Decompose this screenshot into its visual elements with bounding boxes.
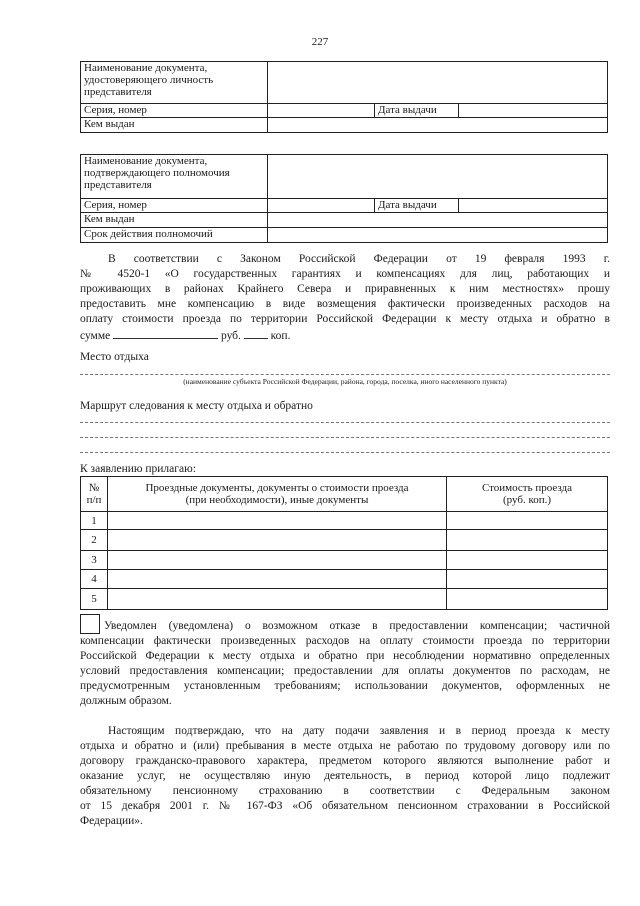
vacation-place-field[interactable] bbox=[80, 374, 610, 375]
notice-line-6: должным образом. bbox=[80, 695, 172, 707]
row-cost-cell[interactable] bbox=[447, 530, 608, 551]
route-line-2[interactable] bbox=[80, 437, 610, 438]
row-docs-cell[interactable] bbox=[108, 512, 447, 530]
authority-doc-name-field[interactable] bbox=[268, 155, 608, 199]
attachments-header-row bbox=[81, 477, 608, 512]
representative-issued-by-label: Кем выдан bbox=[81, 118, 268, 133]
table-row bbox=[81, 512, 608, 530]
col-cost-header: Стоимость проезда (руб. коп.) bbox=[447, 477, 608, 512]
row-docs-cell[interactable] bbox=[108, 570, 447, 589]
route-line-1[interactable] bbox=[80, 422, 610, 423]
confirmation-line-4: оказание услуг, не осуществляю иную деятельность, в период которой лицо подлежит bbox=[80, 770, 610, 782]
table-row bbox=[81, 551, 608, 570]
request-line-2: № 4520-1 «О государственных гарантиях и компенсациях для лиц, работающих и bbox=[80, 268, 610, 280]
authority-issued-by-field[interactable] bbox=[268, 213, 608, 228]
request-line-4: предоставить мне компенсацию в виде возмещения фактически произведенных расходов на bbox=[80, 298, 610, 310]
authority-validity-label: Срок действия полномочий bbox=[81, 228, 268, 243]
confirmation-line-3: договору гражданско-правового характера, предметом которого являются выполнение работ и bbox=[80, 755, 610, 767]
representative-document-table bbox=[80, 61, 608, 133]
confirmation-line-6: от 15 декабря 2001 г. № 167-ФЗ «Об обязательном пенсионном страховании в Российской bbox=[80, 800, 610, 812]
confirmation-line-2: отдыха и обратно и (или) пребывания в месте отдыха не работаю по трудовому договору или по bbox=[80, 740, 610, 752]
table-row bbox=[81, 589, 608, 610]
authority-doc-name-label: Наименование документа, подтверждающего полномочия представителя bbox=[81, 155, 268, 199]
page-number: 227 bbox=[311, 36, 329, 48]
row-cost-cell[interactable] bbox=[447, 551, 608, 570]
table-row bbox=[81, 530, 608, 551]
amount-kop-field[interactable] bbox=[244, 327, 268, 339]
attachments-table bbox=[80, 476, 608, 610]
route-line-3[interactable] bbox=[80, 452, 610, 453]
notice-line-5: предусмотренным установленным требованиям; использовании документов, оформленных не bbox=[80, 680, 610, 692]
attachments-label: К заявлению прилагаю: bbox=[80, 463, 196, 475]
row-docs-cell[interactable] bbox=[108, 551, 447, 570]
representative-doc-name-label: Наименование документа, удостоверяющего личность представителя bbox=[81, 62, 268, 104]
authority-date-field[interactable] bbox=[459, 199, 608, 213]
confirmation-line-5: обязательному пенсионному страхованию в соответствии с Федеральным законом bbox=[80, 785, 610, 797]
representative-series-field[interactable] bbox=[268, 104, 375, 118]
table-row bbox=[81, 570, 608, 589]
representative-issued-by-field[interactable] bbox=[268, 118, 608, 133]
row-number: 5 bbox=[81, 589, 108, 610]
row-cost-cell[interactable] bbox=[447, 570, 608, 589]
request-line-3: проживающих в районах Крайнего Севера и приравненных к ним местностях» прошу bbox=[80, 283, 610, 295]
row-number: 3 bbox=[81, 551, 108, 570]
row-docs-cell[interactable] bbox=[108, 589, 447, 610]
confirmation-line-7: Федерации». bbox=[80, 815, 143, 827]
row-cost-cell[interactable] bbox=[447, 589, 608, 610]
authority-date-label: Дата выдачи bbox=[375, 199, 459, 213]
representative-date-field[interactable] bbox=[459, 104, 608, 118]
notice-checkbox[interactable] bbox=[80, 614, 100, 634]
vacation-place-label: Место отдыха bbox=[80, 351, 149, 363]
authority-series-field[interactable] bbox=[268, 199, 375, 213]
vacation-place-caption: (наименование субъекта Российской Федерации, района, города, поселка, иного населенного пункта) bbox=[183, 377, 507, 386]
confirmation-line-1: Настоящим подтверждаю, что на дату подачи заявления и в период проезда к месту bbox=[108, 725, 610, 737]
notice-line-1: Уведомлен (уведомлена) о возможном отказе в предоставлении компенсации; частичной bbox=[104, 620, 610, 632]
row-cost-cell[interactable] bbox=[447, 512, 608, 530]
authority-issued-by-label: Кем выдан bbox=[81, 213, 268, 228]
notice-line-3: Российской Федерации к месту отдыха и обратно при несоблюдении нормативно определенных bbox=[80, 650, 610, 662]
representative-doc-name-field[interactable] bbox=[268, 62, 608, 104]
amount-rub-field[interactable] bbox=[113, 327, 218, 339]
col-docs-header: Проездные документы, документы о стоимости проезда (при необходимости), иные документы bbox=[108, 477, 447, 512]
request-line-6: сумме руб. коп. bbox=[80, 327, 290, 343]
row-number: 4 bbox=[81, 570, 108, 589]
row-number: 1 bbox=[81, 512, 108, 530]
row-number: 2 bbox=[81, 530, 108, 551]
notice-line-4: условий предоставления компенсации; предоставлении для оплаты документов по расходам, не bbox=[80, 665, 610, 677]
row-docs-cell[interactable] bbox=[108, 530, 447, 551]
route-label: Маршрут следования к месту отдыха и обратно bbox=[80, 400, 313, 412]
request-line-5: оплату стоимости проезда по территории Российской Федерации к месту отдыха и обратно в bbox=[80, 313, 610, 325]
representative-series-label: Серия, номер bbox=[81, 104, 268, 118]
representative-date-label: Дата выдачи bbox=[375, 104, 459, 118]
authority-validity-field[interactable] bbox=[268, 228, 608, 243]
request-line-1: В соответствии с Законом Российской Федерации от 19 февраля 1993 г. bbox=[108, 253, 610, 265]
authority-document-table bbox=[80, 154, 608, 243]
col-num-header: № п/п bbox=[81, 477, 108, 512]
authority-series-label: Серия, номер bbox=[81, 199, 268, 213]
notice-line-2: компенсации фактически произведенных расходов на оплату стоимости проезда по территории bbox=[80, 635, 610, 647]
